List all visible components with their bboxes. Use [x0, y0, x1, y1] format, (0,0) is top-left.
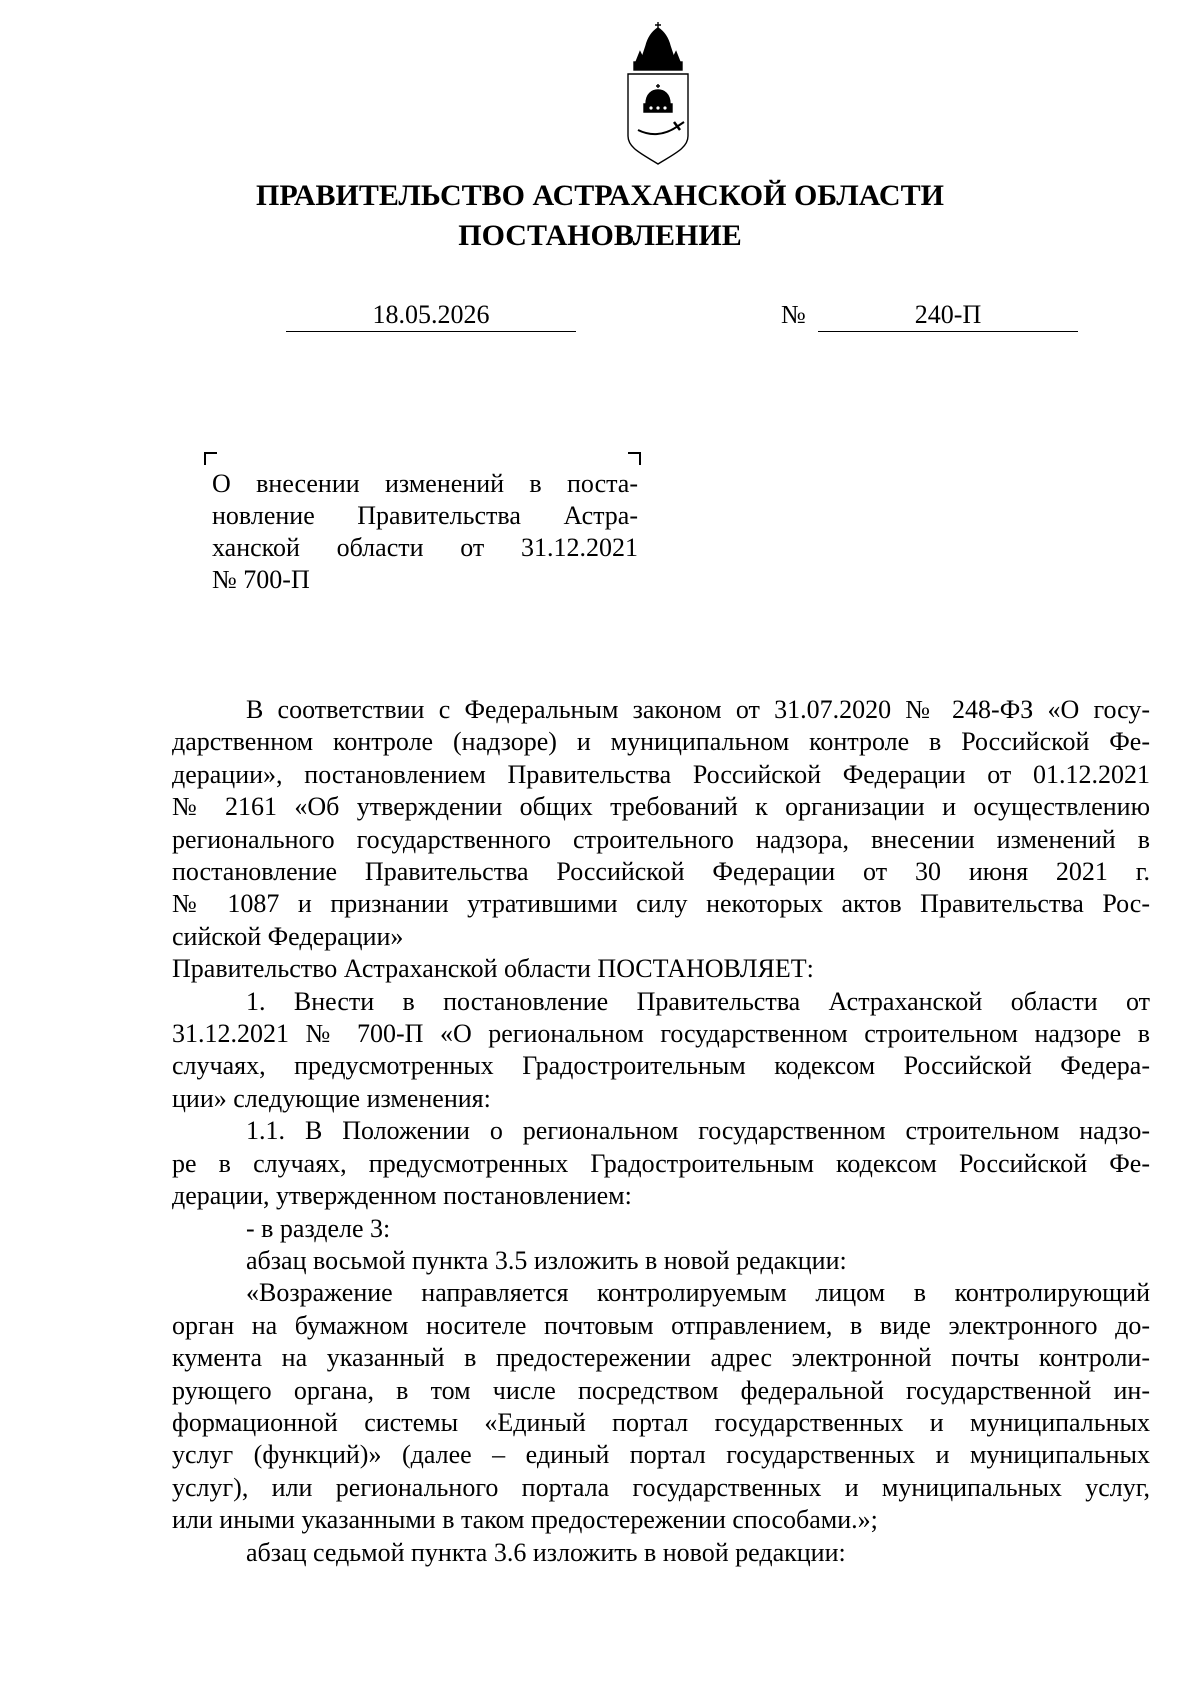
- body-line: ре в случаях, предусмотренных Градостроительным кодексом Российской Фе-: [172, 1148, 1150, 1178]
- body-line: кумента на указанный в предостережении адрес электронной почты контроли-: [172, 1343, 1150, 1373]
- subject-corner-left: [204, 452, 217, 465]
- subject-line: ханской области от 31.12.2021: [212, 533, 638, 562]
- body-line: - в разделе 3:: [246, 1213, 391, 1243]
- body-line: регионального государственного строительного надзора, внесении изменений в: [172, 824, 1150, 854]
- number-label: №: [781, 300, 806, 329]
- body-line: абзац седьмой пункта 3.6 изложить в новой редакции:: [246, 1537, 846, 1567]
- body-line: дарственном контроле (надзоре) и муниципальном контроле в Российской Фе-: [172, 727, 1150, 757]
- body-line: «Возражение направляется контролируемым лицом в контролирующий: [246, 1278, 1150, 1308]
- document-header: [0, 176, 1200, 256]
- body-line: услуг (функций)» (далее – единый портал государственных и муниципальных: [172, 1440, 1150, 1470]
- body-line: дерации», постановлением Правительства Российской Федерации от 01.12.2021: [172, 759, 1150, 789]
- body-line: рующего органа, в том числе посредством федеральной государственной ин-: [172, 1375, 1150, 1405]
- body-line: дерации, утвержденном постановлением:: [172, 1181, 632, 1211]
- body-line: № 1087 и признании утратившими силу некоторых актов Правительства Рос-: [172, 889, 1150, 919]
- body-line: услуг), или регионального портала государственных и муниципальных услуг,: [172, 1472, 1150, 1502]
- body-line: или иными указанными в таком предостережении способами.»;: [172, 1505, 878, 1535]
- body-line: ции» следующие изменения:: [172, 1083, 491, 1113]
- subject-line: № 700-П: [212, 565, 310, 594]
- astrakhan-coat-of-arms-icon: [618, 18, 698, 168]
- subject-corner-right: [628, 452, 641, 465]
- document-type: ПОСТАНОВЛЕНИЕ: [458, 219, 742, 252]
- body-line: В соответствии с Федеральным законом от 31.07.2020 № 248-ФЗ «О госу-: [246, 695, 1150, 724]
- body-line: № 2161 «Об утверждении общих требований к организации и осуществлению: [172, 792, 1150, 822]
- document-number: 240-П: [818, 299, 1078, 332]
- document-body: [172, 694, 1150, 1569]
- document-subject: [212, 468, 638, 596]
- body-line: 31.12.2021 № 700-П «О региональном государственном строительном надзоре в: [172, 1019, 1150, 1049]
- document-date: 18.05.2026: [286, 299, 576, 332]
- body-line: постановление Правительства Российской Федерации от 30 июня 2021 г.: [172, 857, 1150, 887]
- body-line: случаях, предусмотренных Градостроительным кодексом Российской Федера-: [172, 1051, 1150, 1081]
- body-line: сийской Федерации»: [172, 921, 404, 951]
- body-line: 1. Внести в постановление Правительства Астраханской области от: [246, 986, 1150, 1016]
- body-line: Правительство Астраханской области ПОСТАНОВЛЯЕТ:: [172, 954, 814, 984]
- body-line: формационной системы «Единый портал государственных и муниципальных: [172, 1407, 1150, 1437]
- organization-name: ПРАВИТЕЛЬСТВО АСТРАХАНСКОЙ ОБЛАСТИ: [256, 179, 944, 212]
- body-line: 1.1. В Положении о региональном государственном строительном надзо-: [246, 1116, 1150, 1146]
- body-line: орган на бумажном носителе почтовым отправлением, в виде электронного до-: [172, 1310, 1150, 1340]
- body-line: абзац восьмой пункта 3.5 изложить в новой редакции:: [246, 1245, 847, 1275]
- subject-line: О внесении изменений в поста-: [212, 469, 638, 498]
- subject-line: новление Правительства Астра-: [212, 501, 638, 530]
